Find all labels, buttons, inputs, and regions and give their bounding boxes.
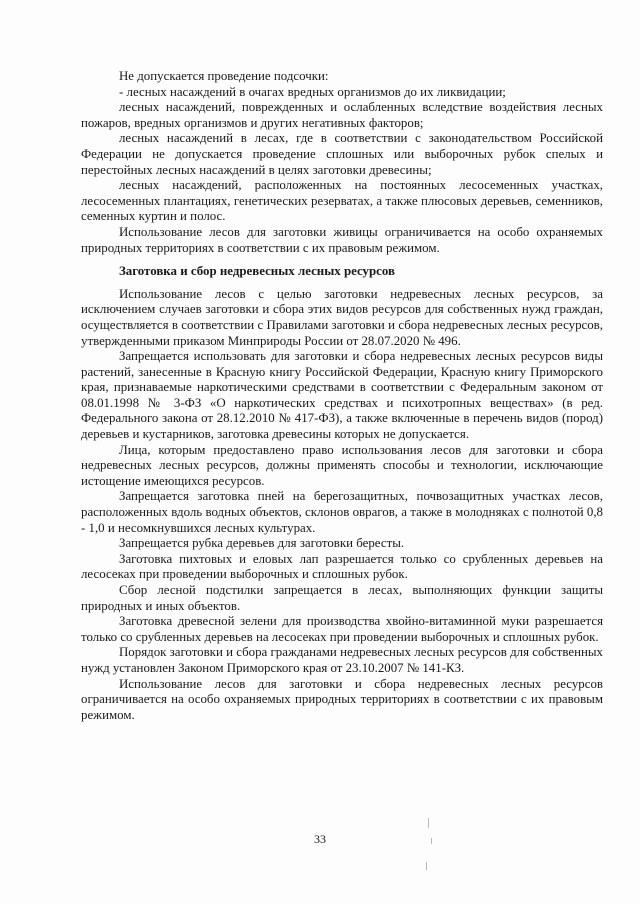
paragraph: Запрещается использовать для заготовки и сбора недревесных лесных ресурсов виды растений, занесенные в Красную книгу Российской Федерации, Красную книгу Приморского края, признаваемые наркотическими средствами в соответствии с Федеральным законом от 08.01.1998 № 3-ФЗ «О наркотических средствах и психотропных веществах» (в ред. Федерального закона от 28.12.2010 № 417-ФЗ), а также включенные в перечень видов (пород) деревьев и кустарников, заготовка древесины которых не допускается. [81, 349, 603, 442]
paragraph: Заготовка древесной зелени для производства хвойно-витаминной муки разрешается только со срубленных деревьев на лесосеках при проведении выборочных и сплошных рубок. [81, 614, 603, 644]
paragraph: Использование лесов с целью заготовки недревесных лесных ресурсов, за исключением случаев заготовки и сбора этих видов ресурсов для собственных нужд граждан, осуществляется в соответствии с Правилами заготовки и сбора недревесных лесных ресурсов, утвержденными приказом Минприроды России от 28.07.2020 № 496. [81, 286, 603, 348]
paragraph: Сбор лесной подстилки запрещается в лесах, выполняющих функции защиты природных и иных объектов. [81, 583, 603, 613]
list-item: - лесных насаждений в очагах вредных организмов до их ликвидации; [119, 84, 506, 99]
paragraph: Лица, которым предоставлено право использования лесов для заготовки и сбора недревесных лесных ресурсов, должны применять способы и технологии, исключающие истощение имеющихся ресурсов. [81, 442, 603, 488]
paragraph: Порядок заготовки и сбора гражданами недревесных лесных ресурсов для собственных нужд установлен Законом Приморского края от 23.10.2007 № 141-КЗ. [81, 645, 603, 675]
paragraph: Не допускается проведение подсочки: [119, 69, 329, 83]
paragraph: Использование лесов для заготовки и сбора недревесных лесных ресурсов ограничивается на особо охраняемых природных территориях в соответствии с их правовым режимом. [81, 676, 603, 722]
section-heading: Заготовка и сбор недревесных лесных ресурсов [119, 264, 395, 279]
page-number: 33 [314, 832, 326, 846]
scan-artifact [428, 818, 429, 828]
paragraph: Запрещается заготовка пней на берегозащитных, почвозащитных участках лесов, расположенных вдоль водных объектов, склонов оврагов, а также в молодняках с полнотой 0,8 - 1,0 и несомкнувшихся лесных культурах. [81, 489, 603, 535]
paragraph: Использование лесов для заготовки живицы ограничивается на особо охраняемых природных территориях в соответствии с их правовым режимом. [81, 224, 603, 255]
scan-artifact [426, 862, 427, 870]
scan-artifact [431, 838, 432, 844]
list-item: лесных насаждений, поврежденных и ослабленных вследствие воздействия лесных пожаров, вредных организмов и других негативных факторов; [81, 100, 603, 130]
list-item: лесных насаждений, расположенных на постоянных лесосеменных участках, лесосеменных плантациях, генетических резерватах, а также плюсовых деревьев, семенников, семенных куртин и полос. [81, 178, 603, 224]
paragraph: Запрещается рубка деревьев для заготовки бересты. [119, 536, 405, 551]
paragraph: Заготовка пихтовых и еловых лап разрешается только со срубленных деревьев на лесосеках при проведении выборочных и сплошных рубок. [81, 551, 603, 582]
document-body [81, 69, 603, 723]
list-item: лесных насаждений в лесах, где в соответствии с законодательством Российской Федерации не допускается проведение сплошных или выборочных рубок спелых и перестойных лесных насаждений в целях заготовки древесины; [81, 131, 603, 177]
